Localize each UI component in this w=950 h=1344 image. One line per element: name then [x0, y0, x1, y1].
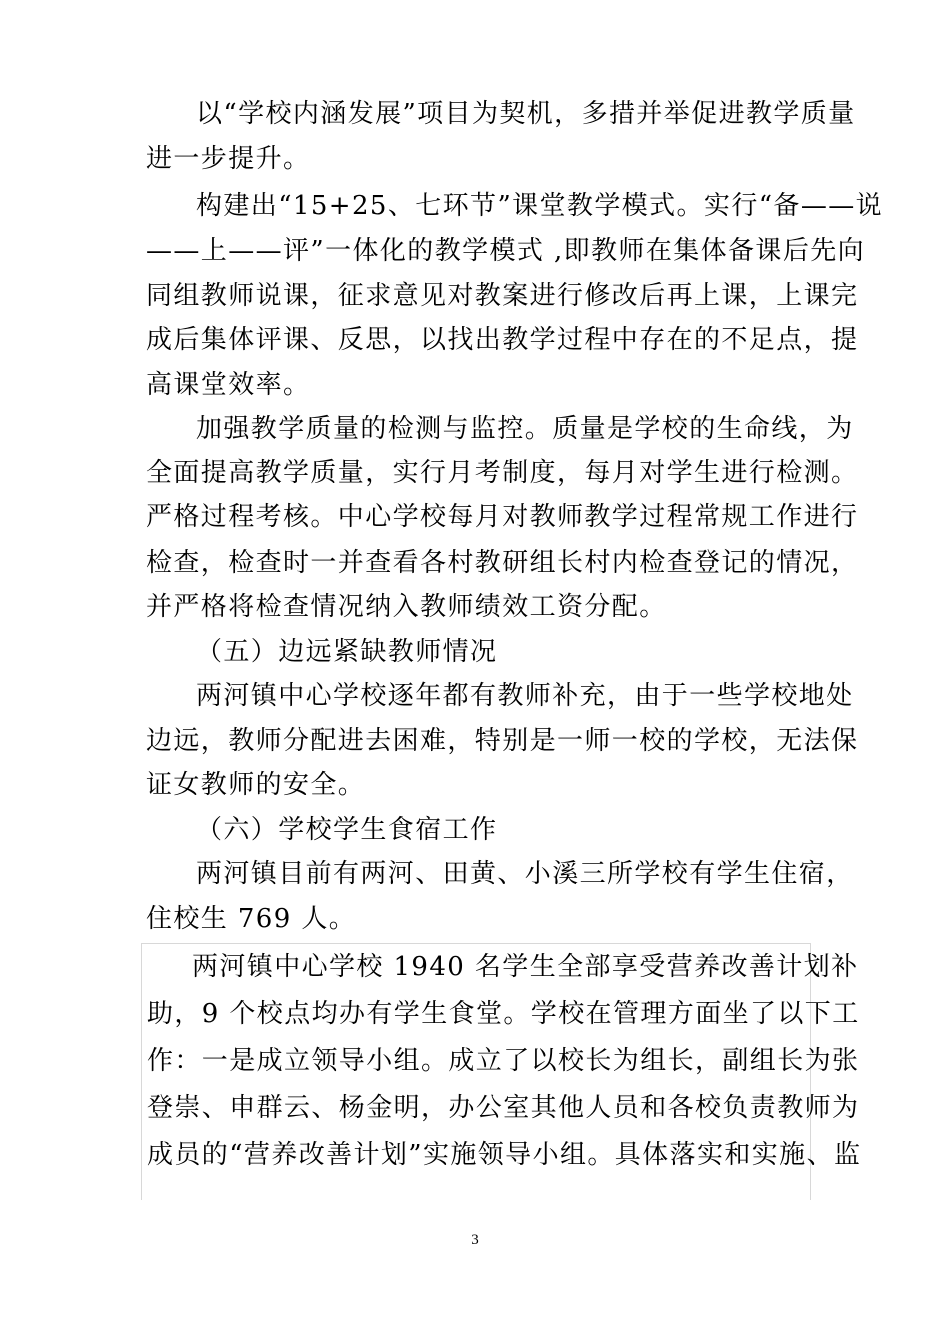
- paragraph-line: 进一步提升。: [146, 144, 311, 174]
- bordered-text-block: [141, 943, 862, 1200]
- paragraph-line: 成后集体评课、反思，以找出教学过程中存在的不足点，提: [146, 325, 859, 355]
- section-heading: （六）学校学生食宿工作: [196, 815, 498, 845]
- paragraph-line: 成员的“营养改善计划”实施领导小组。具体落实和实施、监: [147, 1140, 862, 1170]
- paragraph-line: 登崇、申群云、杨金明，办公室其他人员和各校负责教师为: [147, 1093, 860, 1123]
- paragraph-line: 加强教学质量的检测与监控。质量是学校的生命线，为: [196, 414, 854, 444]
- page-number: 3: [471, 1232, 479, 1248]
- paragraph-line: 作：一是成立领导小组。成立了以校长为组长，副组长为张: [147, 1046, 860, 1076]
- paragraph-line: 边远，教师分配进去困难，特别是一师一校的学校，无法保: [146, 726, 859, 756]
- paragraph-line: 并严格将检查情况纳入教师绩效工资分配。: [146, 592, 667, 622]
- paragraph-line: 以“学校内涵发展”项目为契机，多措并举促进教学质量: [196, 99, 856, 129]
- paragraph-line: 严格过程考核。中心学校每月对教师教学过程常规工作进行: [146, 502, 859, 532]
- paragraph-line: 构建出“15+25、七环节”课堂教学模式。实行“备——说: [196, 191, 884, 221]
- paragraph-line: ——上——评”一体化的教学模式 ,即教师在集体备课后先向: [146, 236, 866, 266]
- paragraph-line: 两河镇中心学校 1940 名学生全部享受营养改善计划补: [192, 952, 859, 982]
- paragraph-line: 检查，检查时一并查看各村教研组长村内检查登记的情况，: [146, 548, 859, 578]
- paragraph-line: 两河镇中心学校逐年都有教师补充，由于一些学校地处: [196, 681, 854, 711]
- paragraph-line: 助，9 个校点均办有学生食堂。学校在管理方面坐了以下工: [147, 999, 860, 1029]
- paragraph-line: 同组教师说课，征求意见对教案进行修改后再上课，上课完: [146, 281, 859, 311]
- paragraph-line: 全面提高教学质量，实行月考制度，每月对学生进行检测。: [146, 458, 859, 488]
- paragraph-line: 高课堂效率。: [146, 370, 311, 400]
- paragraph-line: 两河镇目前有两河、田黄、小溪三所学校有学生住宿，: [196, 859, 854, 889]
- paragraph-line: 住校生 769 人。: [146, 904, 357, 934]
- section-heading: （五）边远紧缺教师情况: [196, 637, 498, 667]
- paragraph-line: 证女教师的安全。: [146, 770, 366, 800]
